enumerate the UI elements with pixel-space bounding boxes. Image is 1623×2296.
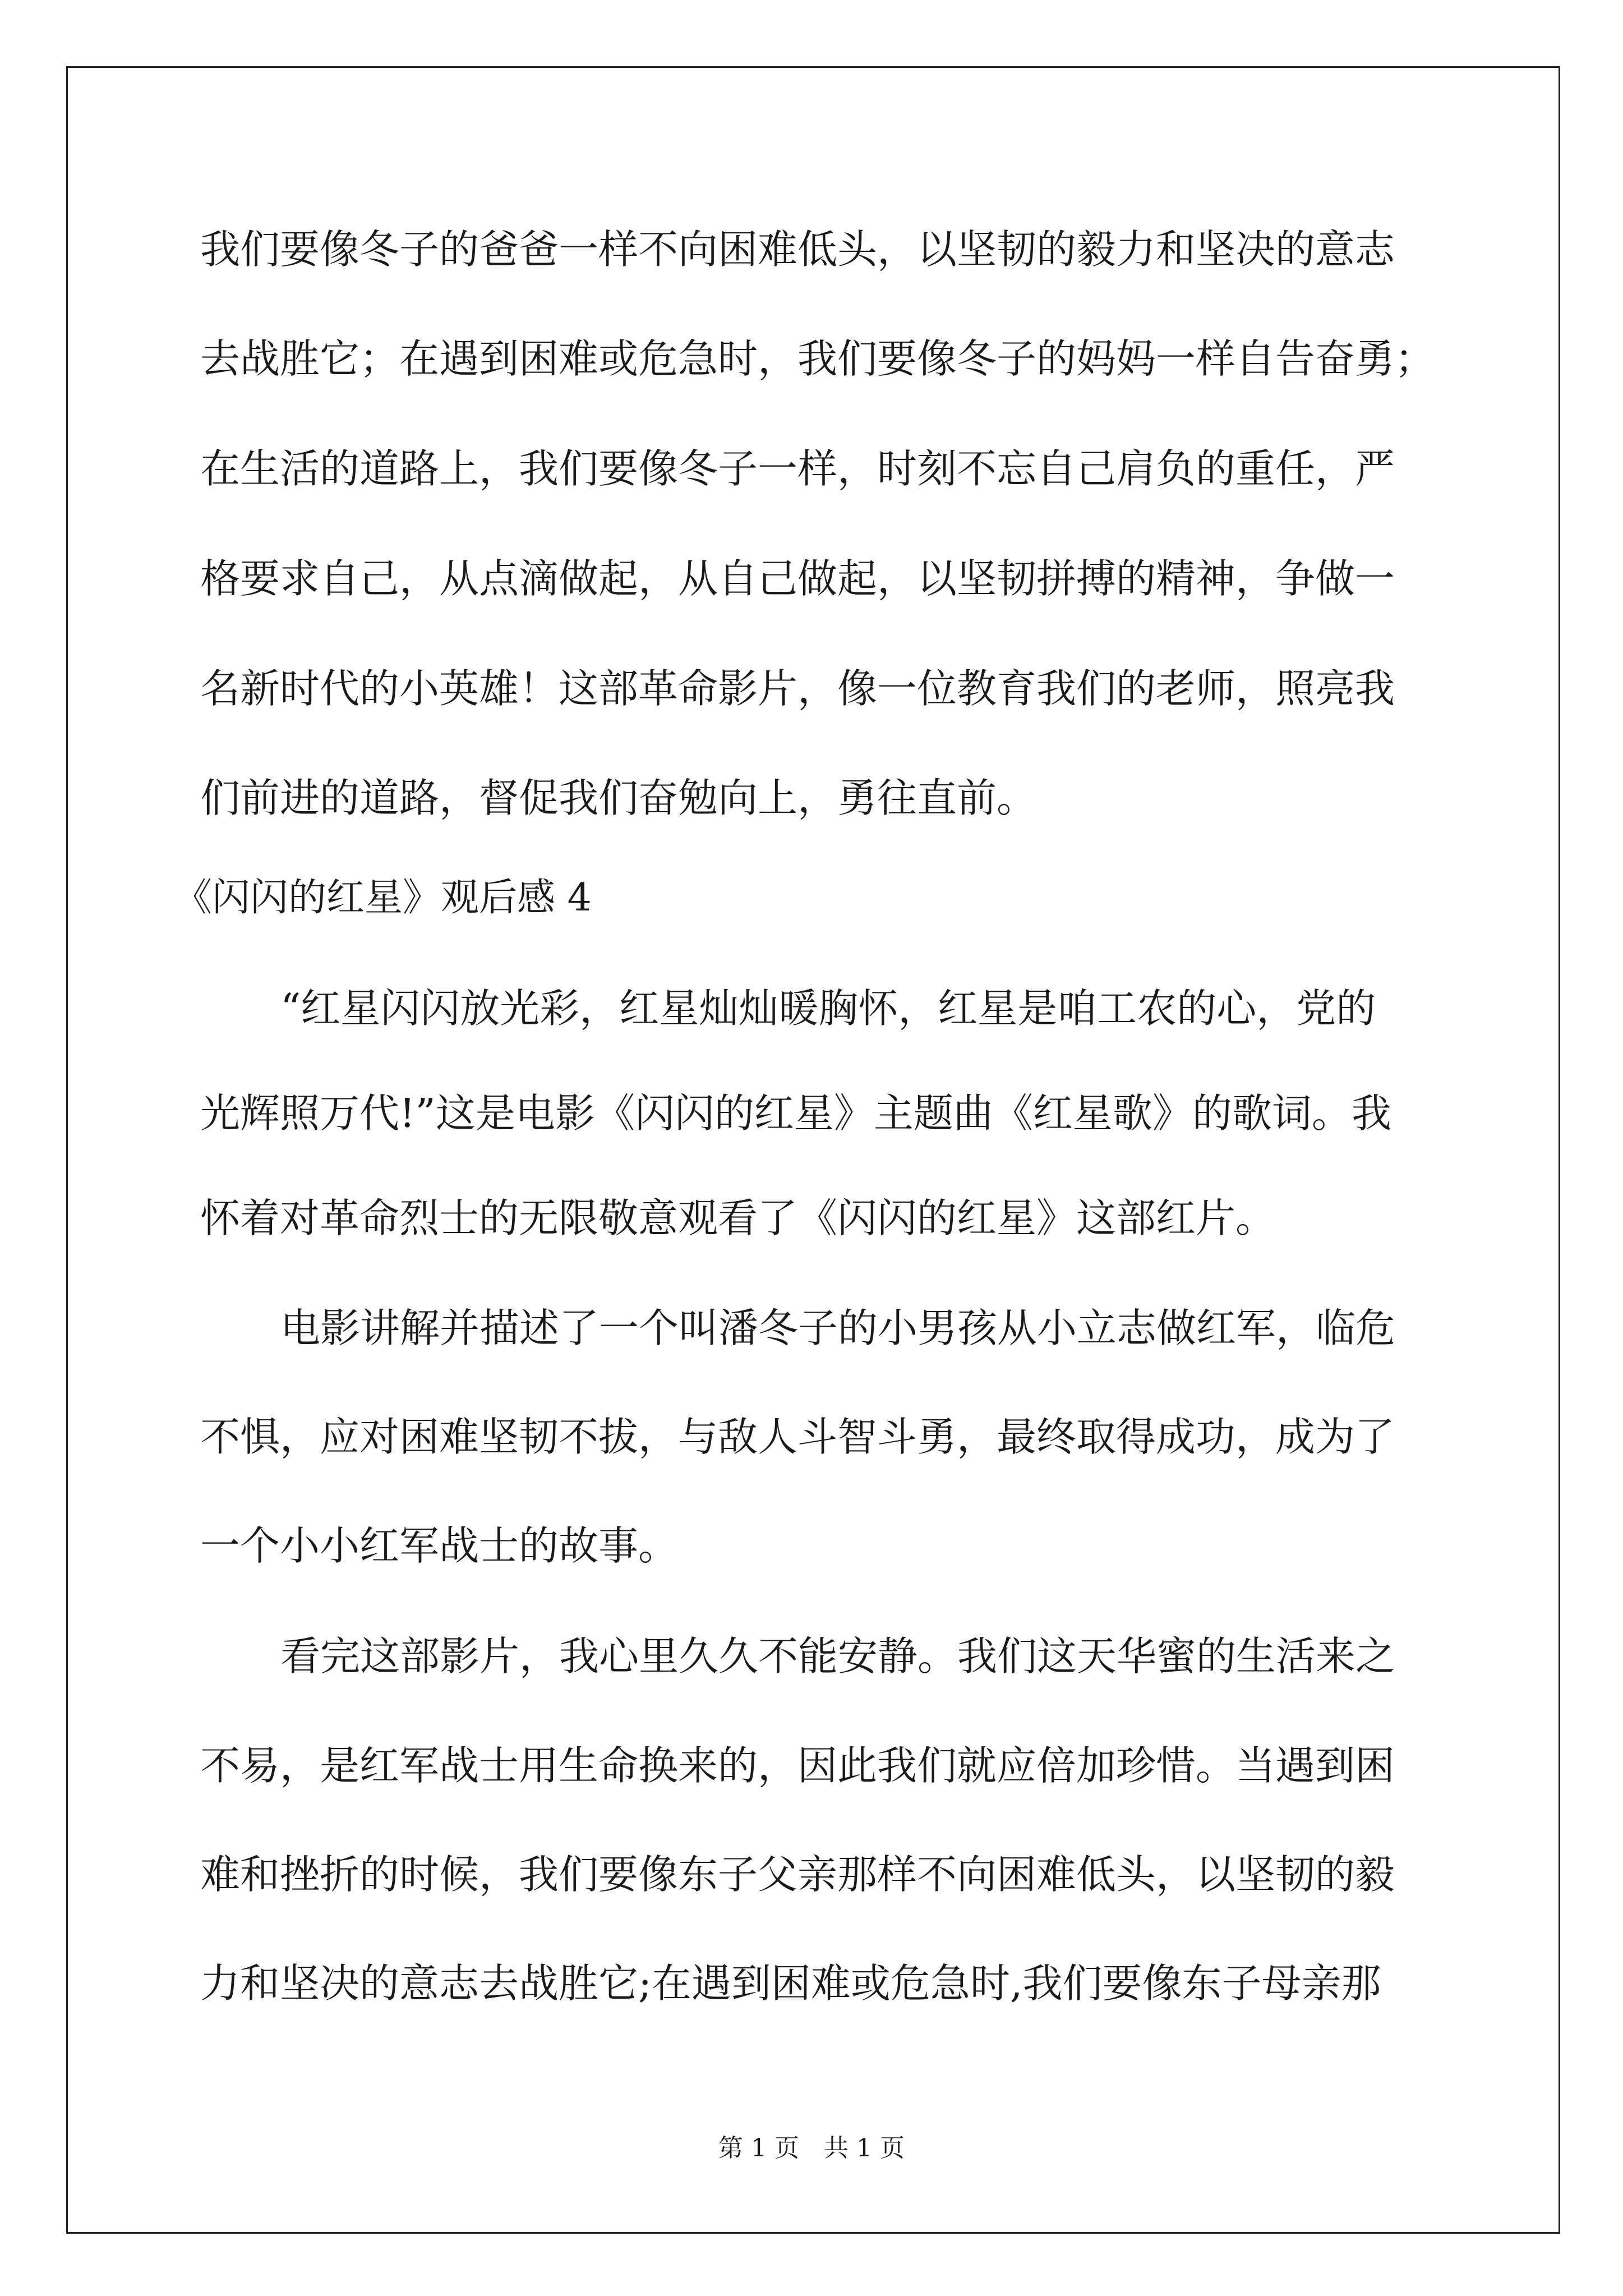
body-line: 一个小小红军战士的故事。 [200, 1522, 679, 1569]
body-line: 怀着对革命烈士的无限敬意观看了《闪闪的红星》这部红片。 [200, 1195, 1276, 1241]
body-line: 电影讲解并描述了一个叫潘冬子的小男孩从小立志做红军，临危 [280, 1305, 1396, 1351]
body-line: 不惧，应对困难坚韧不拔，与敌人斗智斗勇，最终取得成功，成为了 [200, 1414, 1395, 1460]
body-line: 去战胜它；在遇到困难或危急时，我们要像冬子的妈妈一样自告奋勇； [200, 335, 1435, 382]
body-line: 光辉照万代!”这是电影《闪闪的红星》主题曲《红星歌》的歌词。我 [200, 1090, 1391, 1137]
body-line: 难和挫折的时候，我们要像东子父亲那样不向困难低头，以坚韧的毅 [200, 1851, 1395, 1898]
body-line: 不易，是红军战士用生命换来的，因此我们就应倍加珍惜。当遇到困 [200, 1742, 1395, 1789]
section-heading: 《闪闪的红星》观后感 4 [174, 876, 592, 920]
body-line: “红星闪闪放光彩，红星灿灿暖胸怀，红星是咱工农的心，党的 [280, 985, 1376, 1032]
body-line: 力和坚决的意志去战胜它;在遇到困难或危急时,我们要像东子母亲那 [200, 1960, 1381, 2007]
page-footer: 第 1 页 共 1 页 [718, 2134, 905, 2162]
body-line: 在生活的道路上，我们要像冬子一样，时刻不忘自己肩负的重任，严 [200, 445, 1395, 492]
body-line: 们前进的道路，督促我们奋勉向上，勇往直前。 [200, 775, 1037, 821]
body-line: 看完这部影片，我心里久久不能安静。我们这天华蜜的生活来之 [280, 1633, 1396, 1680]
body-line: 格要求自己，从点滴做起，从自己做起，以坚韧拼搏的精神，争做一 [200, 555, 1395, 602]
body-line: 我们要像冬子的爸爸一样不向困难低头，以坚韧的毅力和坚决的意志 [200, 226, 1395, 273]
page-border [66, 66, 1560, 2234]
body-line: 名新时代的小英雄！这部革命影片，像一位教育我们的老师，照亮我 [200, 665, 1395, 712]
